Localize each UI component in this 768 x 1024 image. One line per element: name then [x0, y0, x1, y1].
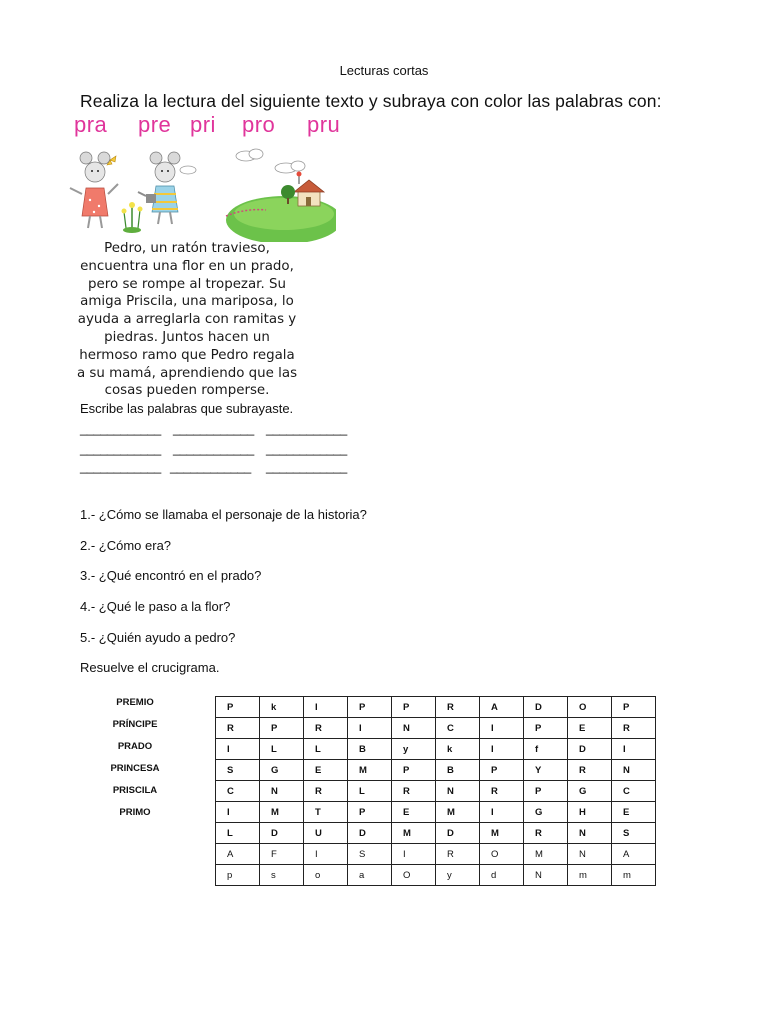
letter-grid: [215, 696, 656, 886]
answer-blank[interactable]: ____________: [80, 421, 161, 436]
grid-row: [216, 802, 656, 823]
word-list-item: PRISCILA: [112, 785, 158, 796]
grid-cell[interactable]: I: [480, 739, 524, 760]
grid-cell[interactable]: I: [304, 844, 348, 865]
word-list: [100, 697, 170, 829]
grid-cell[interactable]: O: [480, 844, 524, 865]
grid-cell[interactable]: A: [612, 844, 656, 865]
grid-cell[interactable]: P: [612, 697, 656, 718]
answer-blank[interactable]: ____________: [80, 441, 161, 456]
question-5: 5.- ¿Quién ayudo a pedro?: [80, 630, 236, 645]
grid-cell[interactable]: O: [568, 697, 612, 718]
grid-cell[interactable]: M: [392, 823, 436, 844]
answer-blank[interactable]: ____________: [266, 421, 347, 436]
crossword-title: Resuelve el crucigrama.: [80, 660, 220, 675]
grid-cell[interactable]: R: [612, 718, 656, 739]
grid-cell[interactable]: I: [348, 718, 392, 739]
grid-cell[interactable]: R: [568, 760, 612, 781]
grid-cell[interactable]: A: [480, 697, 524, 718]
grid-cell[interactable]: B: [436, 760, 480, 781]
grid-cell[interactable]: P: [524, 718, 568, 739]
story-line: hermoso ramo que Pedro regala: [79, 347, 295, 363]
grid-cell[interactable]: C: [612, 781, 656, 802]
answer-blank[interactable]: ____________: [173, 441, 254, 456]
grid-cell[interactable]: k: [436, 739, 480, 760]
grid-cell[interactable]: N: [260, 781, 304, 802]
house-icon: [294, 172, 324, 207]
grid-cell[interactable]: S: [612, 823, 656, 844]
watering-can-icon: [138, 192, 156, 203]
mouse-boy-icon: [150, 152, 180, 224]
story-line: piedras. Juntos hacen un: [104, 329, 270, 345]
grid-cell[interactable]: U: [304, 823, 348, 844]
grid-cell[interactable]: I: [480, 718, 524, 739]
grid-row: [216, 697, 656, 718]
grid-cell[interactable]: Y: [524, 760, 568, 781]
story-illustration: [66, 148, 336, 242]
grid-cell[interactable]: E: [304, 760, 348, 781]
grid-row: [216, 844, 656, 865]
grid-cell[interactable]: I: [612, 739, 656, 760]
grid-cell[interactable]: L: [216, 823, 260, 844]
story-line: a su mamá, aprendiendo que las: [76, 365, 298, 381]
grid-cell[interactable]: E: [392, 802, 436, 823]
grid-cell[interactable]: y: [436, 865, 480, 886]
grid-cell[interactable]: o: [304, 865, 348, 886]
grid-cell[interactable]: P: [524, 781, 568, 802]
flower-icon: [122, 202, 143, 233]
grid-cell[interactable]: a: [348, 865, 392, 886]
grid-cell[interactable]: m: [612, 865, 656, 886]
story-line: Pedro, un ratón travieso,: [104, 241, 270, 256]
grid-cell[interactable]: I: [216, 802, 260, 823]
answer-blank[interactable]: ____________: [173, 421, 254, 436]
grid-cell[interactable]: N: [524, 865, 568, 886]
grid-cell[interactable]: N: [392, 718, 436, 739]
question-1: 1.- ¿Cómo se llamaba el personaje de la historia?: [80, 507, 367, 522]
grid-cell[interactable]: D: [524, 697, 568, 718]
grid-row: [216, 865, 656, 886]
word-list-item: PRIMO: [119, 807, 151, 818]
document-title: Lecturas cortas: [339, 63, 429, 78]
grid-cell[interactable]: E: [612, 802, 656, 823]
syllable-list: [74, 112, 374, 146]
story-line: ayuda a arreglarla con ramitas y: [77, 312, 297, 328]
story-text: [76, 240, 298, 398]
answer-blank[interactable]: ____________: [170, 459, 251, 474]
grid-cell[interactable]: P: [216, 697, 260, 718]
grid-cell[interactable]: P: [480, 760, 524, 781]
grid-cell[interactable]: N: [612, 760, 656, 781]
grid-cell[interactable]: I: [392, 844, 436, 865]
grid-cell[interactable]: G: [260, 760, 304, 781]
grid-cell[interactable]: C: [436, 718, 480, 739]
grid-cell[interactable]: R: [392, 781, 436, 802]
grid-cell[interactable]: k: [260, 697, 304, 718]
grid-cell[interactable]: R: [216, 718, 260, 739]
answer-blank[interactable]: ____________: [266, 441, 347, 456]
syllable-pru: pru: [307, 112, 341, 137]
syllable-pro: pro: [242, 112, 276, 137]
word-list-item: PRINCESA: [110, 763, 160, 774]
grid-cell[interactable]: L: [260, 739, 304, 760]
grid-cell[interactable]: p: [216, 865, 260, 886]
cloud-icon: [180, 149, 305, 174]
grid-cell[interactable]: f: [524, 739, 568, 760]
grid-row: [216, 781, 656, 802]
grid-cell[interactable]: R: [304, 718, 348, 739]
grid-cell[interactable]: G: [524, 802, 568, 823]
grid-cell[interactable]: M: [260, 802, 304, 823]
grid-cell[interactable]: P: [392, 697, 436, 718]
grid-row: [216, 739, 656, 760]
grid-cell[interactable]: s: [260, 865, 304, 886]
story-line: amiga Priscila, una mariposa, lo: [80, 294, 294, 310]
write-words-label: Escribe las palabras que subrayaste.: [80, 401, 294, 416]
grid-cell[interactable]: D: [348, 823, 392, 844]
grid-cell[interactable]: y: [392, 739, 436, 760]
grid-cell[interactable]: S: [348, 844, 392, 865]
grid-cell[interactable]: L: [304, 739, 348, 760]
grid-cell[interactable]: C: [216, 781, 260, 802]
word-list-item: PRÍNCIPE: [112, 719, 158, 730]
grid-cell[interactable]: P: [348, 697, 392, 718]
syllable-pra: pra: [74, 112, 108, 137]
grid-cell[interactable]: H: [568, 802, 612, 823]
grid-cell[interactable]: M: [480, 823, 524, 844]
question-3: 3.- ¿Qué encontró en el prado?: [80, 568, 262, 583]
story-line: encuentra una flor en un prado,: [80, 258, 294, 274]
grid-cell[interactable]: P: [260, 718, 304, 739]
grid-cell[interactable]: R: [436, 844, 480, 865]
grid-cell[interactable]: D: [260, 823, 304, 844]
syllable-pre: pre: [138, 112, 172, 137]
instruction-text: Realiza la lectura del siguiente texto y subraya con color las palabras con:: [80, 91, 662, 111]
grid-row: [216, 823, 656, 844]
grid-cell[interactable]: R: [524, 823, 568, 844]
grid-cell[interactable]: I: [304, 697, 348, 718]
story-line: cosas pueden romperse.: [104, 383, 270, 398]
grid-cell[interactable]: B: [348, 739, 392, 760]
grid-cell[interactable]: O: [392, 865, 436, 886]
grid-cell[interactable]: D: [436, 823, 480, 844]
grid-cell[interactable]: L: [348, 781, 392, 802]
grid-cell[interactable]: D: [568, 739, 612, 760]
grid-cell[interactable]: M: [524, 844, 568, 865]
grid-cell[interactable]: S: [216, 760, 260, 781]
grid-row: [216, 718, 656, 739]
grid-cell[interactable]: E: [568, 718, 612, 739]
grid-cell[interactable]: R: [480, 781, 524, 802]
word-list-item: PRADO: [117, 741, 153, 752]
question-2: 2.- ¿Cómo era?: [80, 538, 172, 553]
grid-cell[interactable]: M: [436, 802, 480, 823]
grid-cell[interactable]: R: [436, 697, 480, 718]
grid-row: [216, 760, 656, 781]
grid-cell[interactable]: m: [568, 865, 612, 886]
grid-cell[interactable]: R: [304, 781, 348, 802]
answer-blank[interactable]: ____________: [266, 459, 347, 474]
grid-cell[interactable]: d: [480, 865, 524, 886]
grid-cell[interactable]: I: [216, 739, 260, 760]
grid-cell[interactable]: N: [436, 781, 480, 802]
grid-cell[interactable]: I: [480, 802, 524, 823]
grid-cell[interactable]: F: [260, 844, 304, 865]
grid-cell[interactable]: A: [216, 844, 260, 865]
question-4: 4.- ¿Qué le paso a la flor?: [80, 599, 231, 614]
grid-cell[interactable]: T: [304, 802, 348, 823]
grid-cell[interactable]: M: [348, 760, 392, 781]
story-line: pero se rompe al tropezar. Su: [88, 276, 286, 292]
grid-cell[interactable]: N: [568, 823, 612, 844]
grid-cell[interactable]: P: [392, 760, 436, 781]
grid-cell[interactable]: G: [568, 781, 612, 802]
word-list-item: PREMIO: [116, 697, 154, 708]
syllable-pri: pri: [190, 112, 216, 137]
grid-cell[interactable]: N: [568, 844, 612, 865]
answer-blank[interactable]: ____________: [80, 459, 161, 474]
grid-cell[interactable]: P: [348, 802, 392, 823]
